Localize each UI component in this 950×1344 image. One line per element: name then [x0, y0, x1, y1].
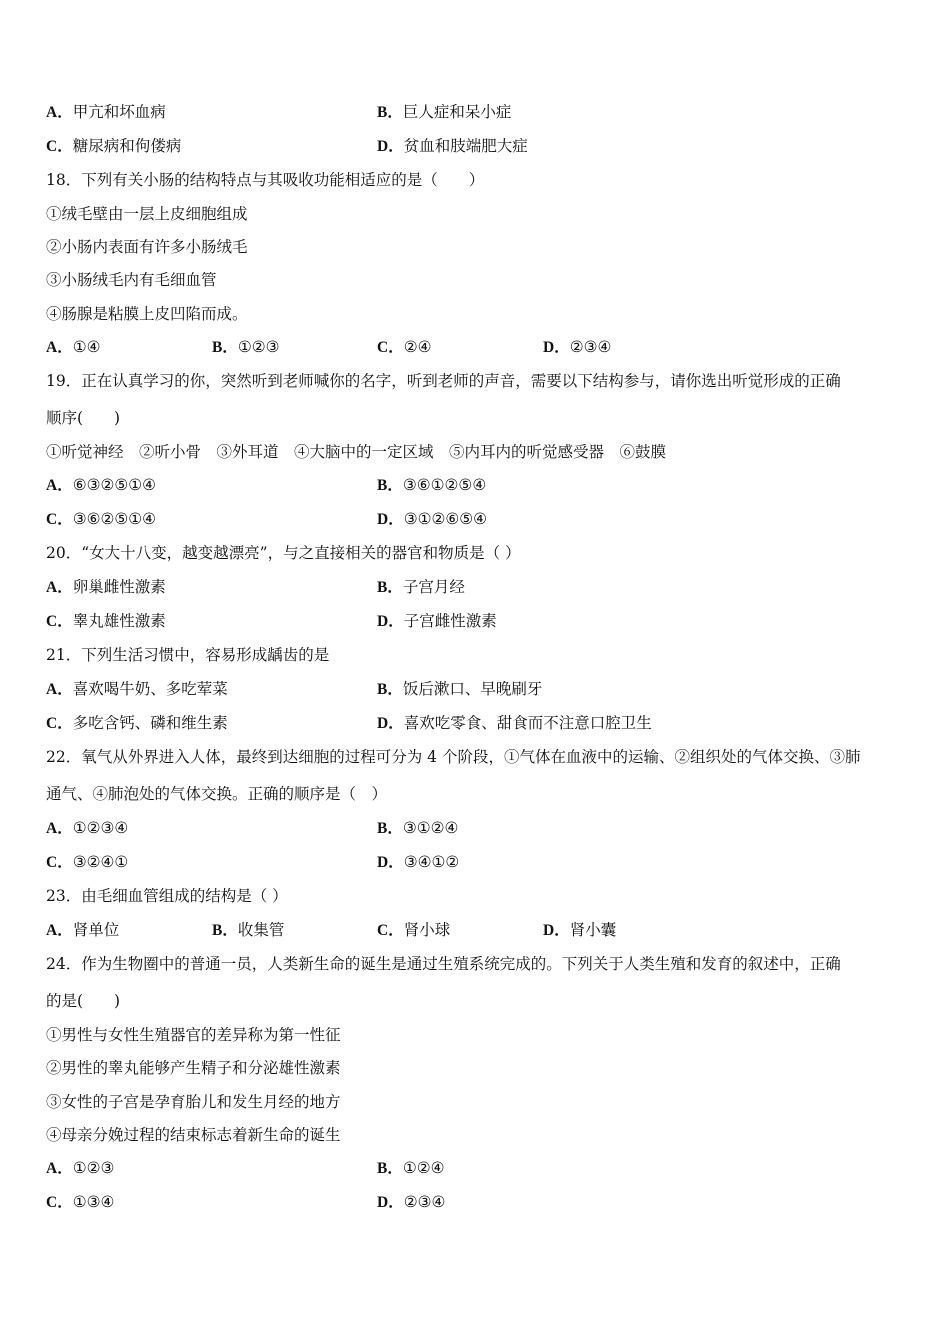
q21-option-d: D．喜欢吃零食、甜食而不注意口腔卫生	[377, 714, 652, 732]
q22-stem-line2: 通气、④肺泡处的气体交换。正确的顺序是（ ）	[46, 785, 388, 803]
q18-item-3: ③小肠绒毛内有毛细血管	[46, 271, 217, 289]
q23-stem: 23．由毛细血管组成的结构是（ ）	[46, 887, 288, 905]
q22-option-b: B．③①②④	[377, 819, 459, 837]
q19-option-d: D．③①②⑥⑤④	[377, 510, 488, 528]
q18-stem: 18．下列有关小肠的结构特点与其吸收功能相适应的是（ ）	[46, 171, 485, 189]
q22-option-c: C．③②④①	[46, 853, 129, 871]
q24-item-3: ③女性的子宫是孕育胎儿和发生月经的地方	[46, 1093, 341, 1111]
q24-item-1: ①男性与女性生殖器官的差异称为第一性征	[46, 1026, 341, 1044]
q24-option-b: B．①②④	[377, 1159, 445, 1177]
q24-option-a: A．①②③	[46, 1159, 115, 1177]
q17-option-a: A．甲亢和坏血病	[46, 103, 166, 121]
q19-option-c: C．③⑥②⑤①④	[46, 510, 157, 528]
q18-item-1: ①绒毛壁由一层上皮细胞组成	[46, 205, 248, 223]
q24-item-4: ④母亲分娩过程的结束标志着新生命的诞生	[46, 1126, 341, 1144]
q18-item-4: ④肠腺是粘膜上皮凹陷而成。	[46, 305, 248, 323]
q17-option-b: B．巨人症和呆小症	[377, 103, 512, 121]
q20-option-c: C．睾丸雄性激素	[46, 612, 166, 630]
q19-option-b: B．③⑥①②⑤④	[377, 476, 487, 494]
q18-item-2: ②小肠内表面有许多小肠绒毛	[46, 238, 248, 256]
q23-option-a: A．肾单位	[46, 921, 120, 939]
q23-option-d: D．肾小囊	[543, 921, 617, 939]
q21-option-b: B．饭后漱口、早晚刷牙	[377, 680, 543, 698]
q17-option-d: D．贫血和肢端肥大症	[377, 137, 528, 155]
q20-option-b: B．子宫月经	[377, 578, 465, 596]
q19-stem-line1: 19．正在认真学习的你，突然听到老师喊你的名字，听到老师的声音，需要以下结构参与，请你选出听觉形成的正确	[46, 372, 841, 390]
q24-option-d: D．②③④	[377, 1193, 446, 1211]
q19-stem-line2: 顺序( )	[46, 409, 121, 427]
q20-option-d: D．子宫雌性激素	[377, 612, 497, 630]
q24-item-2: ②男性的睾丸能够产生精子和分泌雄性激素	[46, 1059, 341, 1077]
q24-option-c: C．①③④	[46, 1193, 115, 1211]
q18-option-c: C．②④	[377, 338, 432, 356]
q24-stem-line2: 的是( )	[46, 992, 121, 1010]
q19-items: ①听觉神经 ②听小骨 ③外耳道 ④大脑中的一定区域 ⑤内耳内的听觉感受器 ⑥鼓膜	[46, 443, 667, 461]
q22-stem-line1: 22．氧气从外界进入人体，最终到达细胞的过程可分为 4 个阶段，①气体在血液中的运输、②组织处的气体交换、③肺	[46, 748, 861, 766]
q20-option-a: A．卵巢雌性激素	[46, 578, 166, 596]
q20-stem: 20．“女大十八变，越变越漂亮”，与之直接相关的器官和物质是（ ）	[46, 544, 521, 562]
q18-option-a: A．①④	[46, 338, 101, 356]
q22-option-d: D．③④①②	[377, 853, 460, 871]
q18-option-d: D．②③④	[543, 338, 612, 356]
q21-stem: 21．下列生活习惯中，容易形成龋齿的是	[46, 646, 330, 664]
q21-option-c: C．多吃含钙、磷和维生素	[46, 714, 228, 732]
q21-option-a: A．喜欢喝牛奶、多吃荤菜	[46, 680, 228, 698]
q23-option-c: C．肾小球	[377, 921, 451, 939]
q19-option-a: A．⑥③②⑤①④	[46, 476, 157, 494]
q23-option-b: B．收集管	[212, 921, 285, 939]
q17-option-c: C．糖尿病和佝偻病	[46, 137, 182, 155]
q22-option-a: A．①②③④	[46, 819, 129, 837]
q18-option-b: B．①②③	[212, 338, 280, 356]
q24-stem-line1: 24．作为生物圈中的普通一员，人类新生命的诞生是通过生殖系统完成的。下列关于人类生殖和发育的叙述中，正确	[46, 955, 841, 973]
